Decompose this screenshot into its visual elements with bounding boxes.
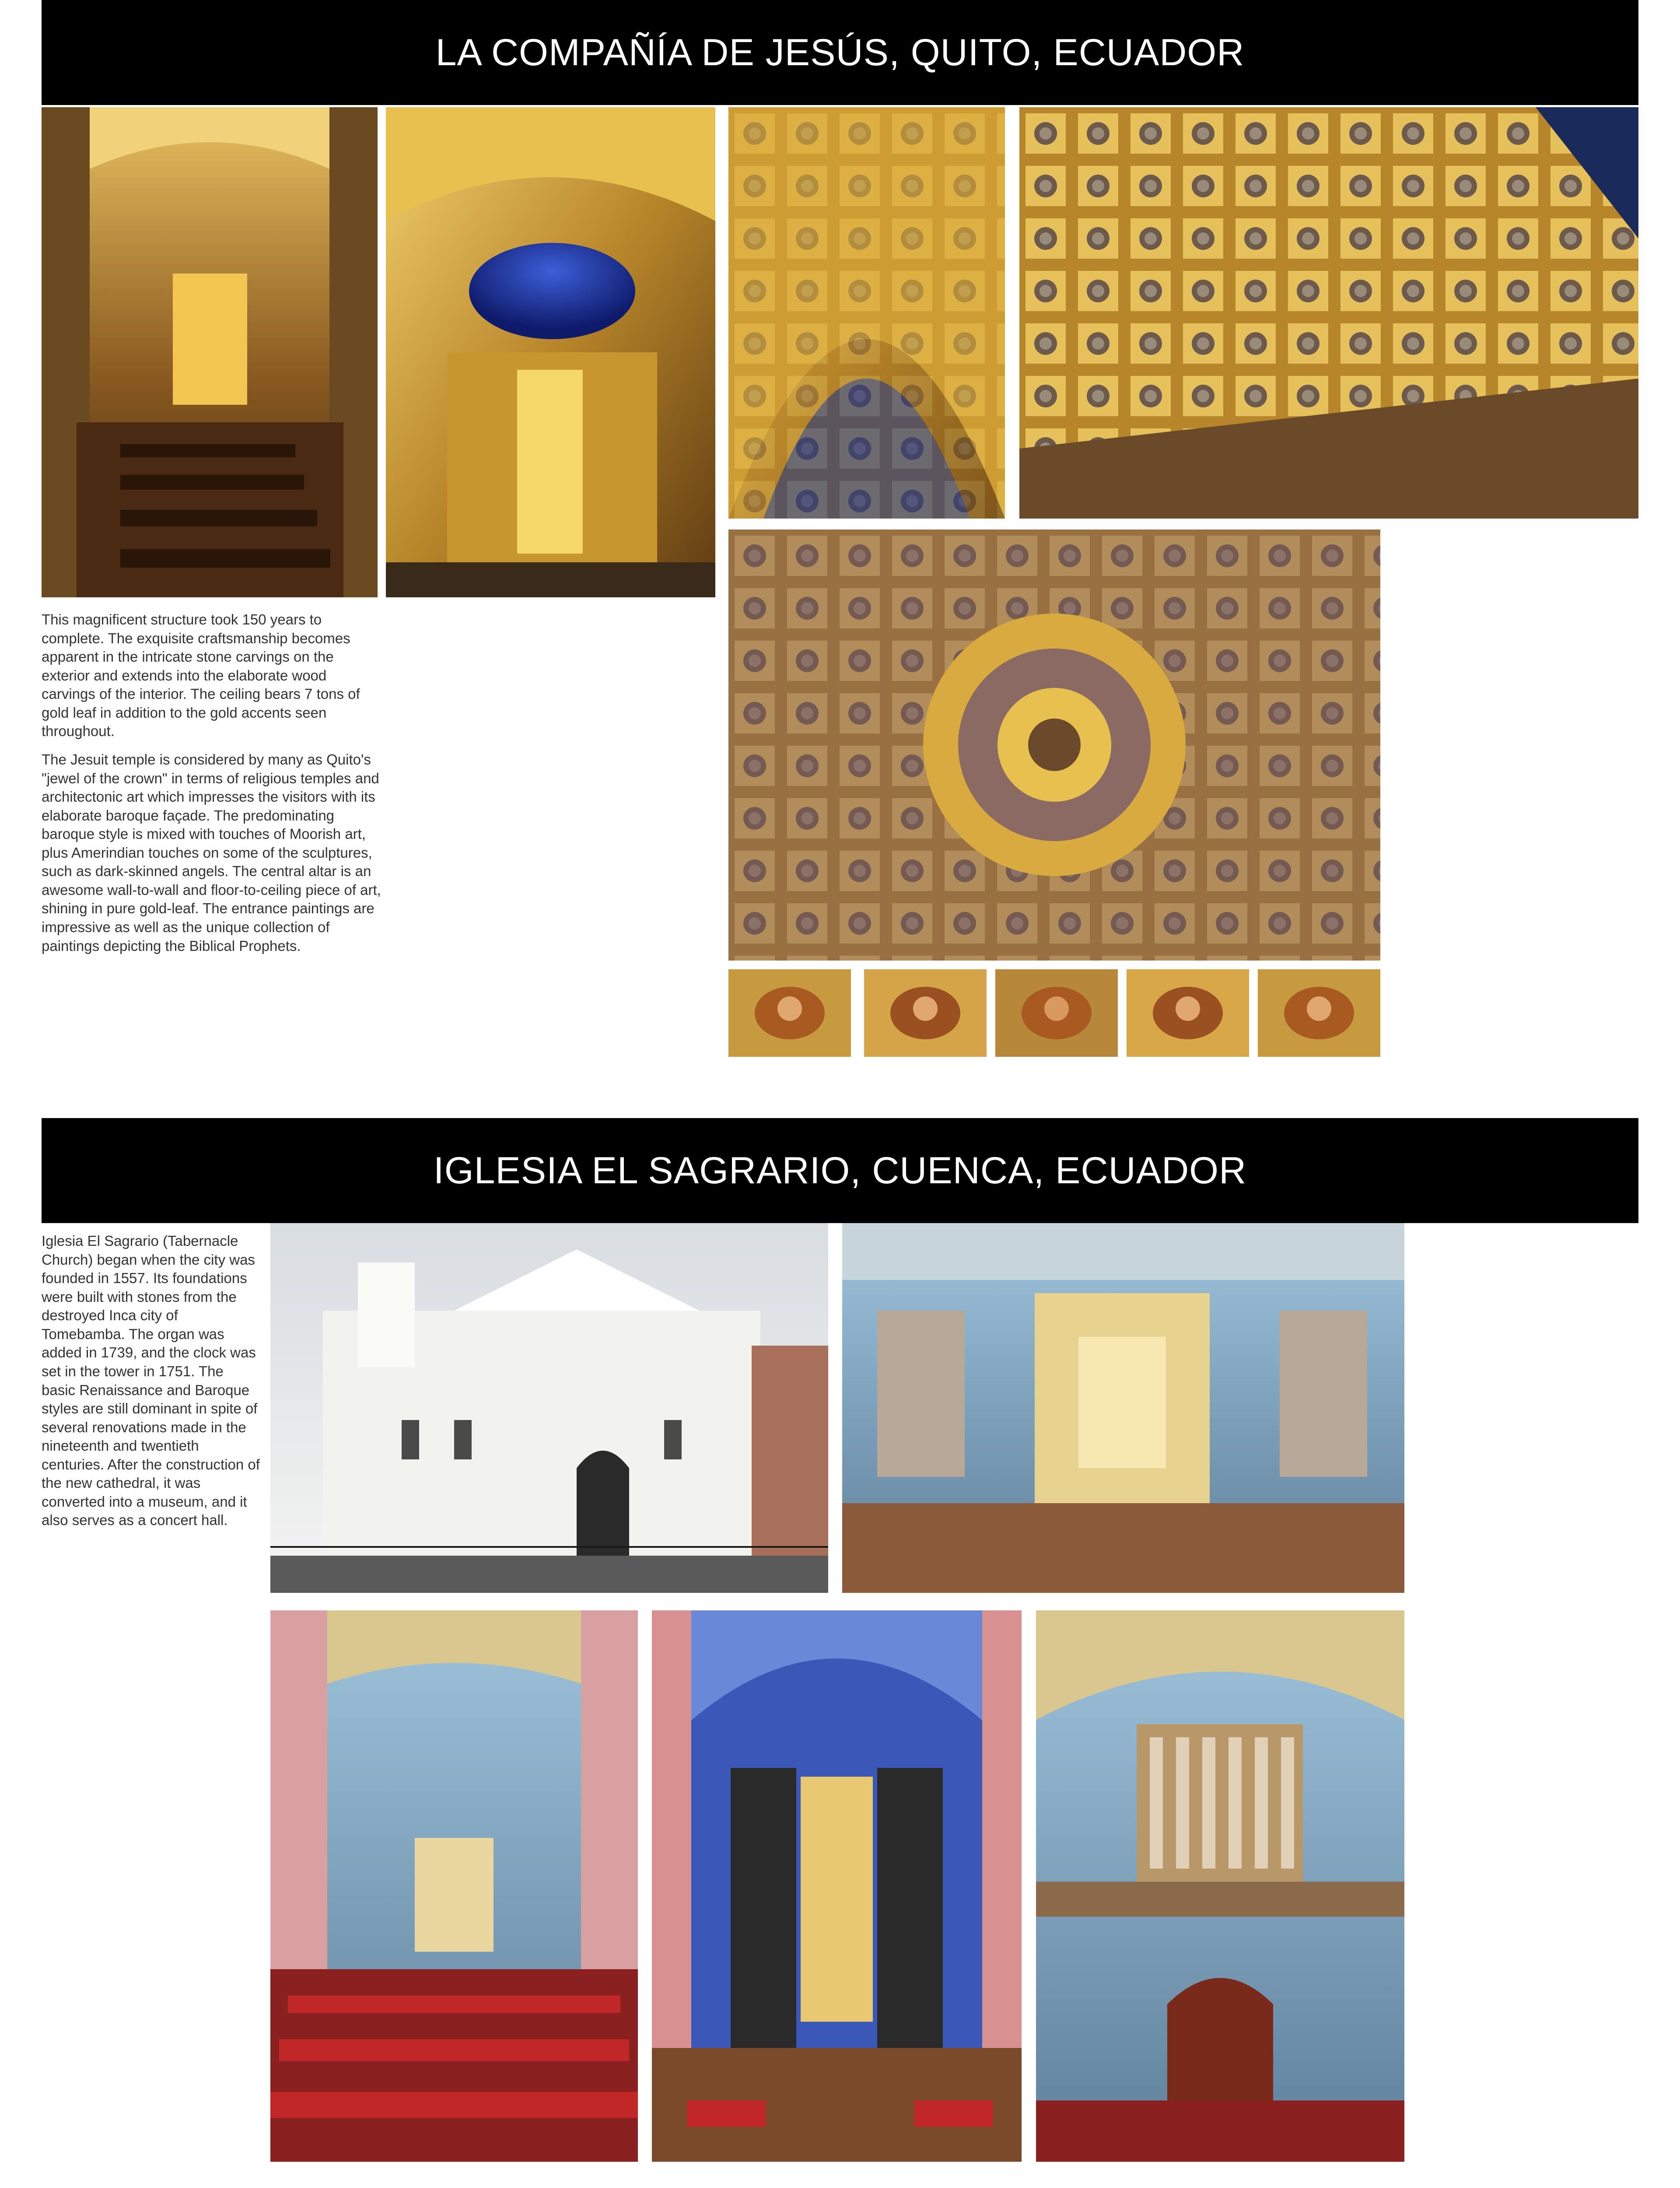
photo-angel-carving-3 bbox=[995, 969, 1118, 1057]
section-text-cuenca bbox=[42, 1232, 260, 1539]
section-title: LA COMPAÑÍA DE JESÚS, QUITO, ECUADOR bbox=[435, 31, 1245, 74]
photo-altar-interior bbox=[842, 1223, 1404, 1593]
paragraph: Iglesia El Sagrario (Tabernacle Church) began when the city was founded in 1557. Its foundations were built with stones from the destroyed Inca city of Tomebamba. The organ was added in 1739, and the clock was set in the tower in 1751. The basic Renaissance and Baroque styles are still dominant in spite of several renovations made in the nineteenth and twentieth centuries. After the construction of the new cathedral, it was converted into a museum, and it also serves as a concert hall. bbox=[42, 1233, 260, 1529]
photo-angel-carving-5 bbox=[1258, 969, 1380, 1057]
photo-angel-carving-2 bbox=[864, 969, 987, 1057]
section-title: IGLESIA EL SAGRARIO, CUENCA, ECUADOR bbox=[433, 1149, 1247, 1192]
photo-pipe-organ bbox=[1036, 1610, 1404, 2162]
photo-arch-doorway bbox=[652, 1610, 1022, 2162]
photo-angel-carving-1 bbox=[728, 969, 851, 1057]
paragraph: This magnificent structure took 150 years to complete. The exquisite craftsmanship becomes apparent in the intricate stone carvings on the exterior and extends into the elaborate wood carvings of the interior. The ceiling bears 7 tons of gold leaf in addition to the gold accents seen throughout. bbox=[42, 611, 360, 740]
photo-arch-ceiling bbox=[728, 107, 1005, 519]
photo-nave-interior bbox=[42, 107, 378, 597]
photo-church-exterior bbox=[270, 1223, 828, 1593]
photo-coffered-ceiling bbox=[1019, 107, 1638, 519]
paragraph: The Jesuit temple is considered by many as Quito's "jewel of the crown" in terms of religious temples and architectonic art which impresses the visitors with its elaborate baroque façade. The predominating baroque style is mixed with touches of Moorish art, plus Amerindian touches on some of the sculptures, such as dark-skinned angels. The central altar is an awesome wall-to-wall and floor-to-ceiling piece of art, shining in pure gold-leaf. The entrance paintings are impressive as well as the unique collection of paintings depicting the Biblical Prophets. bbox=[42, 751, 381, 954]
section-text-quito bbox=[42, 610, 383, 965]
photo-nave-red-chairs bbox=[270, 1610, 638, 2162]
photo-angel-carving-4 bbox=[1127, 969, 1249, 1057]
section-header-quito bbox=[42, 0, 1638, 105]
photo-ceiling-medallion bbox=[728, 529, 1380, 961]
photo-main-altar-dome bbox=[386, 107, 715, 597]
section-header-cuenca bbox=[42, 1118, 1638, 1223]
